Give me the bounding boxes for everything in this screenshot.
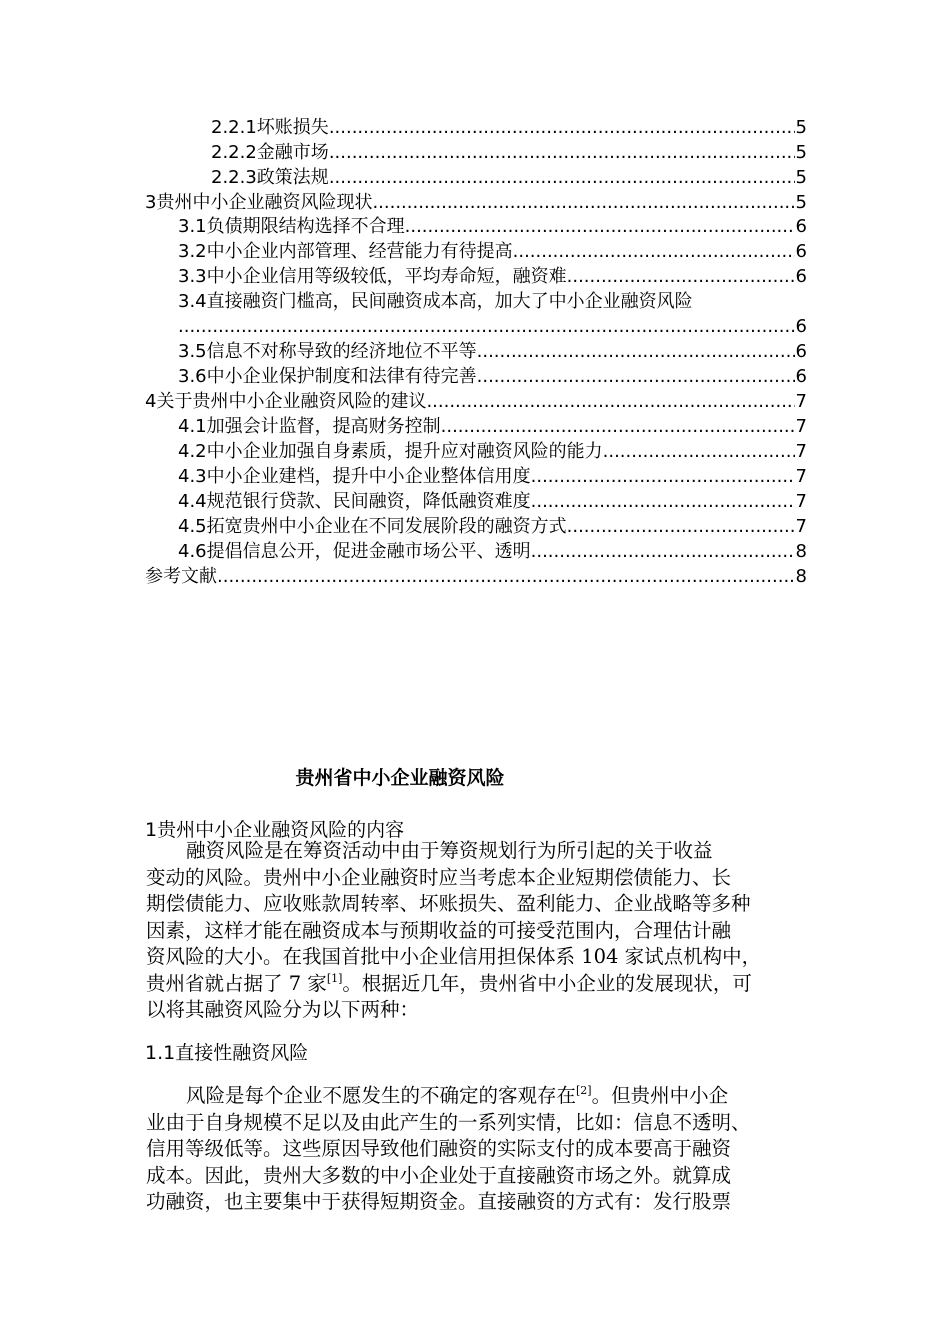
toc-entry-label: 3.4直接融资门槛高，民间融资成本高，加大了中小企业融资风险 xyxy=(178,291,693,312)
toc-leader-dots xyxy=(531,540,795,564)
toc-entry[interactable] xyxy=(178,465,807,489)
body-paragraph xyxy=(146,1083,808,1216)
toc-entry[interactable] xyxy=(178,215,807,239)
toc-page-number: 8 xyxy=(795,541,807,562)
toc-entry-label: 参考文献 xyxy=(145,566,217,587)
toc-entry[interactable] xyxy=(145,390,807,414)
citation-reference[interactable]: [1] xyxy=(326,971,343,985)
toc-page-number: 6 xyxy=(795,341,807,362)
toc-page-number: 5 xyxy=(795,192,807,213)
toc-entry[interactable] xyxy=(178,290,818,314)
toc-leader-dots xyxy=(372,191,794,215)
toc-entry-label: 4.2中小企业加强自身素质，提升应对融资风险的能力 xyxy=(178,441,603,462)
toc-leader-dots xyxy=(426,390,794,414)
toc-leader-dots xyxy=(405,215,795,239)
toc-entry-label: 2.2.1坏账损失 xyxy=(211,117,329,138)
paragraph-text: 。根据近几年，贵州省中小企业的发展现状，可 xyxy=(342,971,752,995)
toc-page-number: 7 xyxy=(795,441,807,462)
toc-entry-label: 4.4规范银行贷款、民间融资，降低融资难度 xyxy=(178,491,531,512)
toc-entry[interactable] xyxy=(178,340,807,364)
toc-entry-label: 3.3中小企业信用等级较低，平均寿命短，融资难 xyxy=(178,266,567,287)
toc-page-number: 7 xyxy=(795,466,807,487)
toc-entry-label: 3贵州中小企业融资风险现状 xyxy=(145,192,373,213)
toc-page-number: 5 xyxy=(795,117,807,138)
paragraph-line: 期偿债能力、应收账款周转率、坏账损失、盈利能力、企业战略等多种 xyxy=(146,892,751,915)
paragraph-line: 因素，这样才能在融资成本与预期收益的可接受范围内，合理估计融 xyxy=(146,918,732,942)
toc-page-number: 6 xyxy=(795,266,807,287)
toc-entry-label: 4.1加强会计监督，提高财务控制 xyxy=(178,416,441,437)
citation-reference[interactable]: [2] xyxy=(576,1084,592,1097)
toc-entry-continuation[interactable] xyxy=(178,315,807,339)
toc-leader-dots xyxy=(567,265,795,289)
toc-page-number: 8 xyxy=(795,566,807,587)
document-title: 贵州省中小企业融资风险 xyxy=(295,767,505,789)
toc-leader-dots xyxy=(329,141,795,165)
toc-leader-dots xyxy=(217,565,795,589)
paragraph-line xyxy=(146,1083,808,1110)
toc-entry-label: 4.6提倡信息公开，促进金融市场公平、透明 xyxy=(178,541,531,562)
toc-entry[interactable] xyxy=(178,515,807,539)
toc-leader-dots xyxy=(531,490,795,514)
toc-entry[interactable] xyxy=(178,440,807,464)
toc-entry-label: 2.2.3政策法规 xyxy=(211,167,329,188)
paragraph-line: 功融资，也主要集中于获得短期资金。直接融资的方式有：发行股票 xyxy=(146,1190,732,1213)
toc-entry-label: 3.2中小企业内部管理、经营能力有待提高 xyxy=(178,241,513,262)
toc-page-number: 5 xyxy=(795,167,807,188)
toc-leader-dots xyxy=(477,365,795,389)
paragraph-line: 资风险的大小。在我国首批中小企业信用担保体系 104 家试点机构中， xyxy=(146,945,762,968)
toc-entry[interactable] xyxy=(211,166,807,190)
toc-page-number: 6 xyxy=(795,316,807,337)
toc-entry-label: 3.1负债期限结构选择不合理 xyxy=(178,216,405,237)
toc-leader-dots xyxy=(329,166,795,190)
body-paragraph xyxy=(146,838,808,1024)
toc-entry[interactable] xyxy=(178,365,807,389)
paragraph-line: 业由于自身规模不足以及由此产生的一系列实情，比如：信息不透明、 xyxy=(146,1110,751,1134)
toc-entry-label: 3.5信息不对称导致的经济地位不平等 xyxy=(178,341,477,362)
toc-entry-label: 4.5拓宽贵州中小企业在不同发展阶段的融资方式 xyxy=(178,516,567,537)
toc-leader-dots xyxy=(531,465,795,489)
paragraph-text: 。但贵州中小企 xyxy=(591,1084,729,1107)
toc-leader-dots xyxy=(513,240,795,264)
toc-page-number: 5 xyxy=(795,142,807,163)
toc-entry[interactable] xyxy=(178,240,807,264)
toc-entry[interactable] xyxy=(211,116,807,140)
toc-page-number: 7 xyxy=(795,416,807,437)
toc-entry-label: 4.3中小企业建档，提升中小企业整体信用度 xyxy=(178,466,531,487)
toc-page-number: 7 xyxy=(795,516,807,537)
paragraph-line: 变动的风险。贵州中小企业融资时应当考虑本企业短期偿债能力、长 xyxy=(146,865,732,889)
toc-entry[interactable] xyxy=(178,540,807,564)
toc-entry[interactable] xyxy=(211,141,807,165)
toc-leader-dots xyxy=(567,515,795,539)
toc-page-number: 6 xyxy=(795,216,807,237)
toc-page-number: 7 xyxy=(795,391,807,412)
toc-page-number: 6 xyxy=(795,241,807,262)
toc-leader-dots xyxy=(603,440,795,464)
section-heading: 1贵州中小企业融资风险的内容 xyxy=(145,819,405,841)
paragraph-line xyxy=(146,971,808,998)
toc-leader-dots xyxy=(178,315,796,339)
toc-entry-label: 2.2.2金融市场 xyxy=(211,142,329,163)
paragraph-line: 以将其融资风险分为以下两种： xyxy=(146,998,420,1021)
toc-entry[interactable] xyxy=(178,265,807,289)
paragraph-line: 融资风险是在筹资活动中由于筹资规划行为所引起的关于收益 xyxy=(186,839,713,862)
toc-entry-label: 4关于贵州中小企业融资风险的建议 xyxy=(145,391,427,412)
toc-entry[interactable] xyxy=(145,191,807,215)
toc-entry-label: 3.6中小企业保护制度和法律有待完善 xyxy=(178,366,477,387)
toc-entry[interactable] xyxy=(178,490,807,514)
toc-leader-dots xyxy=(441,415,795,439)
subsection-heading: 1.1直接性融资风险 xyxy=(145,1042,309,1064)
toc-page-number: 6 xyxy=(795,366,807,387)
toc-page-number: 7 xyxy=(795,491,807,512)
paragraph-text: 风险是每个企业不愿发生的不确定的客观存在 xyxy=(186,1084,577,1107)
toc-leader-dots xyxy=(329,116,795,140)
toc-entry[interactable] xyxy=(145,565,807,589)
paragraph-line: 成本。因此，贵州大多数的中小企业处于直接融资市场之外。就算成 xyxy=(146,1163,732,1187)
toc-entry[interactable] xyxy=(178,415,807,439)
paragraph-line: 信用等级低等。这些原因导致他们融资的实际支付的成本要高于融资 xyxy=(146,1137,732,1160)
paragraph-text: 贵州省就占据了 7 家 xyxy=(146,971,327,995)
toc-leader-dots xyxy=(477,340,795,364)
